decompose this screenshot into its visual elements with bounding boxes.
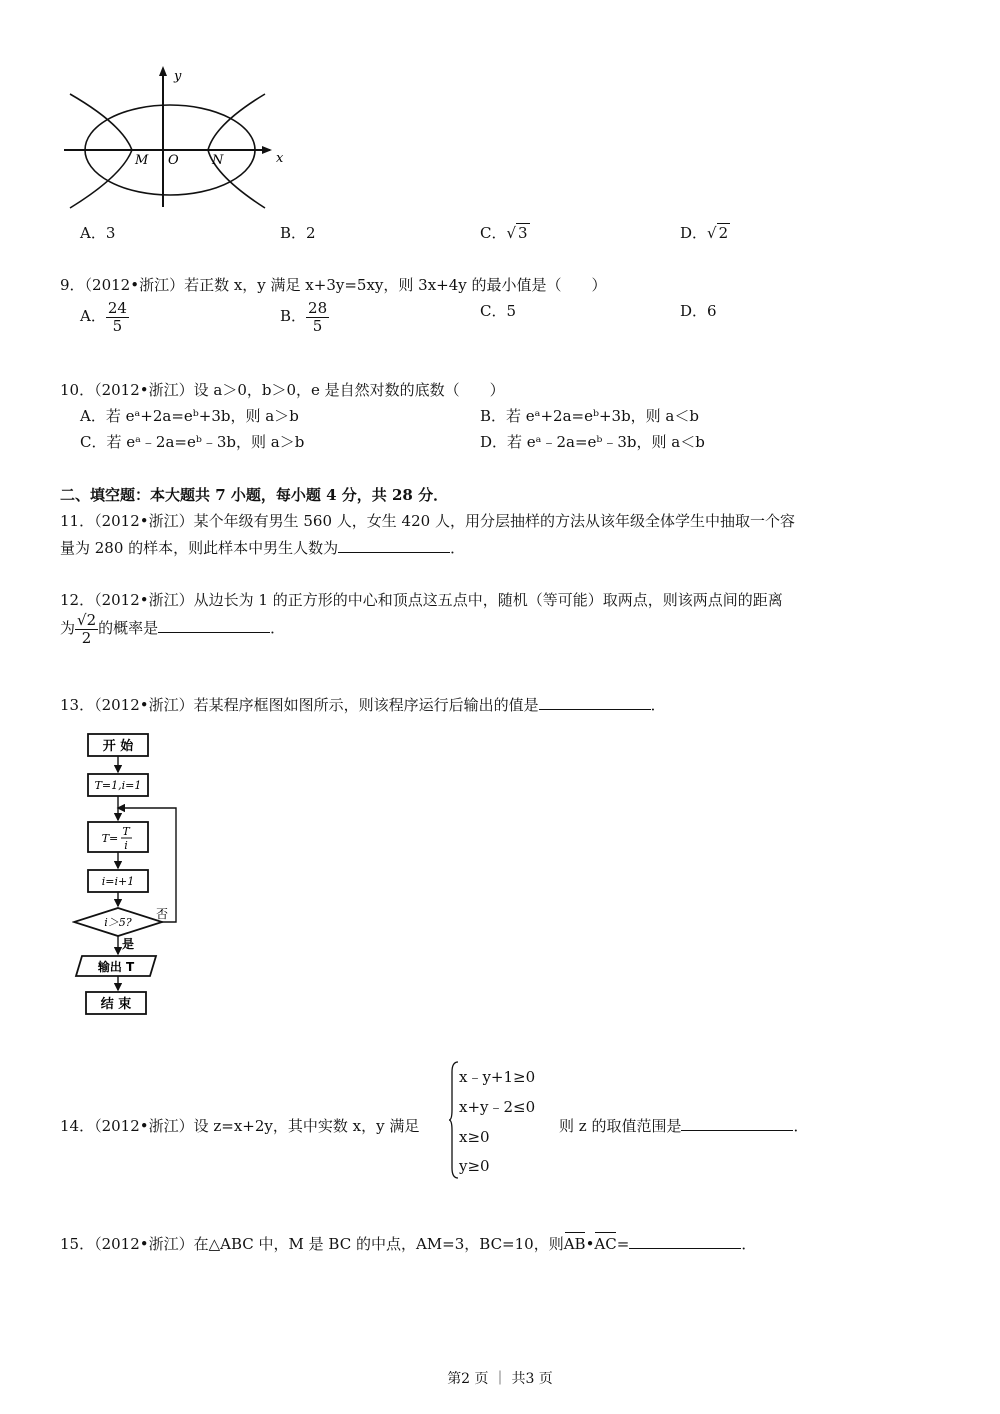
sqrt-symbol: √ 2	[707, 224, 729, 242]
flow-increment-text: i=i+1	[101, 875, 135, 888]
point-n-label: N	[212, 153, 224, 168]
q9-option-a-fraction	[106, 300, 129, 334]
flow-no-label: 否	[156, 907, 169, 921]
constraint-1: x﹣y+1≥0	[459, 1068, 536, 1086]
q14-stem	[60, 1115, 419, 1136]
equals-sign: =	[616, 1235, 630, 1253]
q8-option-b: B．2	[280, 224, 316, 242]
section-title: 二、填空题：本大题共 7 小题，每小题 4 分，共 28 分．	[60, 486, 449, 504]
answer-blank[interactable]	[681, 1116, 793, 1131]
answer-blank[interactable]	[158, 618, 270, 633]
flow-assign-den: i	[124, 839, 128, 852]
q14-constraint-system	[449, 1060, 559, 1180]
constraint-4: y≥0	[459, 1157, 490, 1175]
q8-option-c-label: C．	[480, 224, 507, 242]
q9-option-b	[280, 300, 329, 334]
fraction-numerator: 28	[308, 299, 328, 317]
q12-line2-mid: 的概率是	[98, 619, 159, 637]
answer-blank[interactable]	[539, 695, 651, 710]
q11-line2-text: 量为 280 的样本，则此样本中男生人数为	[60, 539, 339, 557]
q8-ellipse-hyperbola-graph	[60, 62, 290, 212]
q8-option-d-radicand: 2	[718, 224, 729, 242]
q10-option-a: A．若 eᵃ+2a=eᵇ+3b，则 a＞b	[80, 407, 299, 425]
q10-option-c: C．若 eᵃ﹣2a=eᵇ﹣3b，则 a＞b	[80, 433, 305, 451]
sqrt-symbol: √ 3	[506, 224, 528, 242]
q9-option-b-label: B．	[280, 307, 307, 325]
flow-assign-lhs: T=	[101, 832, 119, 845]
q10-option-b: B．若 eᵃ+2a=eᵇ+3b，则 a＜b	[480, 407, 699, 425]
constraint-2: x+y﹣2≤0	[459, 1098, 536, 1116]
q12-line2-prefix: 为	[60, 619, 76, 637]
q9-option-a	[80, 300, 129, 334]
flow-output-text: 输出 T	[97, 960, 135, 974]
vector-ab: AB	[563, 1235, 586, 1253]
q13-end: ．	[650, 696, 666, 714]
flow-start-text: 开 始	[102, 739, 134, 754]
q9-option-c: C．5	[480, 302, 517, 320]
fraction-numerator: 24	[107, 299, 127, 317]
page-footer: 第2 页 ｜ 共3 页	[447, 1371, 553, 1387]
q9-option-d: D．6	[680, 302, 717, 320]
program-flowchart	[72, 728, 187, 1018]
flow-yes-label: 是	[122, 937, 135, 951]
q8-option-d	[680, 222, 730, 243]
q15-end: ．	[741, 1235, 757, 1253]
fraction-denominator: 5	[112, 316, 123, 335]
q12-line1: 12．（2012•浙江）从边长为 1 的正方形的中心和顶点这五点中，随机（等可能）取两点，则该两点间的距离	[60, 591, 783, 609]
q11-line1: 11．（2012•浙江）某个年级有男生 560 人，女生 420 人，用分层抽样的方法从该年级全体学生中抽取一个容	[60, 512, 795, 530]
flow-assign-num: T	[122, 825, 130, 838]
sqrt-radicand: 2	[86, 611, 97, 629]
y-axis-label: y	[174, 69, 182, 84]
answer-blank[interactable]	[629, 1234, 741, 1249]
q9-option-a-label: A．	[80, 307, 106, 325]
point-m-label: M	[135, 153, 149, 168]
q13-stem	[60, 694, 666, 715]
constraint-3: x≥0	[459, 1128, 490, 1146]
q11-end: ．	[450, 539, 466, 557]
flow-init-text: T=1,i=1	[94, 779, 142, 792]
brace-symbol	[449, 1060, 459, 1180]
q9-stem: 9．（2012•浙江）若正数 x，y 满足 x+3y=5xy，则 3x+4y 的最小值是（ ）	[60, 276, 607, 294]
dot-operator: •	[585, 1235, 595, 1253]
flow-end-text: 结 束	[100, 997, 132, 1012]
q8-option-c-radicand: 3	[518, 224, 528, 242]
q14-stem-text: 14．（2012•浙江）设 z=x+2y，其中实数 x，y 满足	[60, 1117, 420, 1135]
q8-option-c	[480, 222, 530, 243]
q10-stem: 10．（2012•浙江）设 a＞0，b＞0，e 是自然对数的底数（ ）	[60, 381, 505, 399]
vector-ac: AC	[594, 1235, 617, 1253]
q11-line2	[60, 537, 465, 558]
q8-option-a: A．3	[80, 224, 116, 242]
fraction-denominator: 2	[81, 628, 92, 647]
q12-fraction	[75, 612, 98, 646]
q14-tail	[559, 1115, 808, 1136]
q8-option-d-label: D．	[680, 224, 708, 242]
fraction-numerator: √2	[77, 611, 97, 629]
q14-tail-text: 则 z 的取值范围是	[559, 1117, 682, 1135]
q12-line2	[60, 612, 285, 646]
q15-stem-text: 15．（2012•浙江）在△ABC 中，M 是 BC 的中点，AM=3，BC=10，则	[60, 1235, 564, 1253]
q12-end: ．	[270, 619, 286, 637]
x-axis-label: x	[276, 151, 284, 166]
flow-decision-text: i＞5?	[104, 916, 132, 929]
q14-end: ．	[793, 1117, 809, 1135]
answer-blank[interactable]	[338, 538, 450, 553]
q13-stem-text: 13．（2012•浙江）若某程序框图如图所示，则该程序运行后输出的值是	[60, 696, 539, 714]
q9-option-b-fraction	[306, 300, 329, 334]
q10-option-d: D．若 eᵃ﹣2a=eᵇ﹣3b，则 a＜b	[480, 433, 705, 451]
fraction-denominator: 5	[312, 316, 323, 335]
origin-label: O	[168, 153, 179, 168]
q15-stem	[60, 1233, 756, 1254]
